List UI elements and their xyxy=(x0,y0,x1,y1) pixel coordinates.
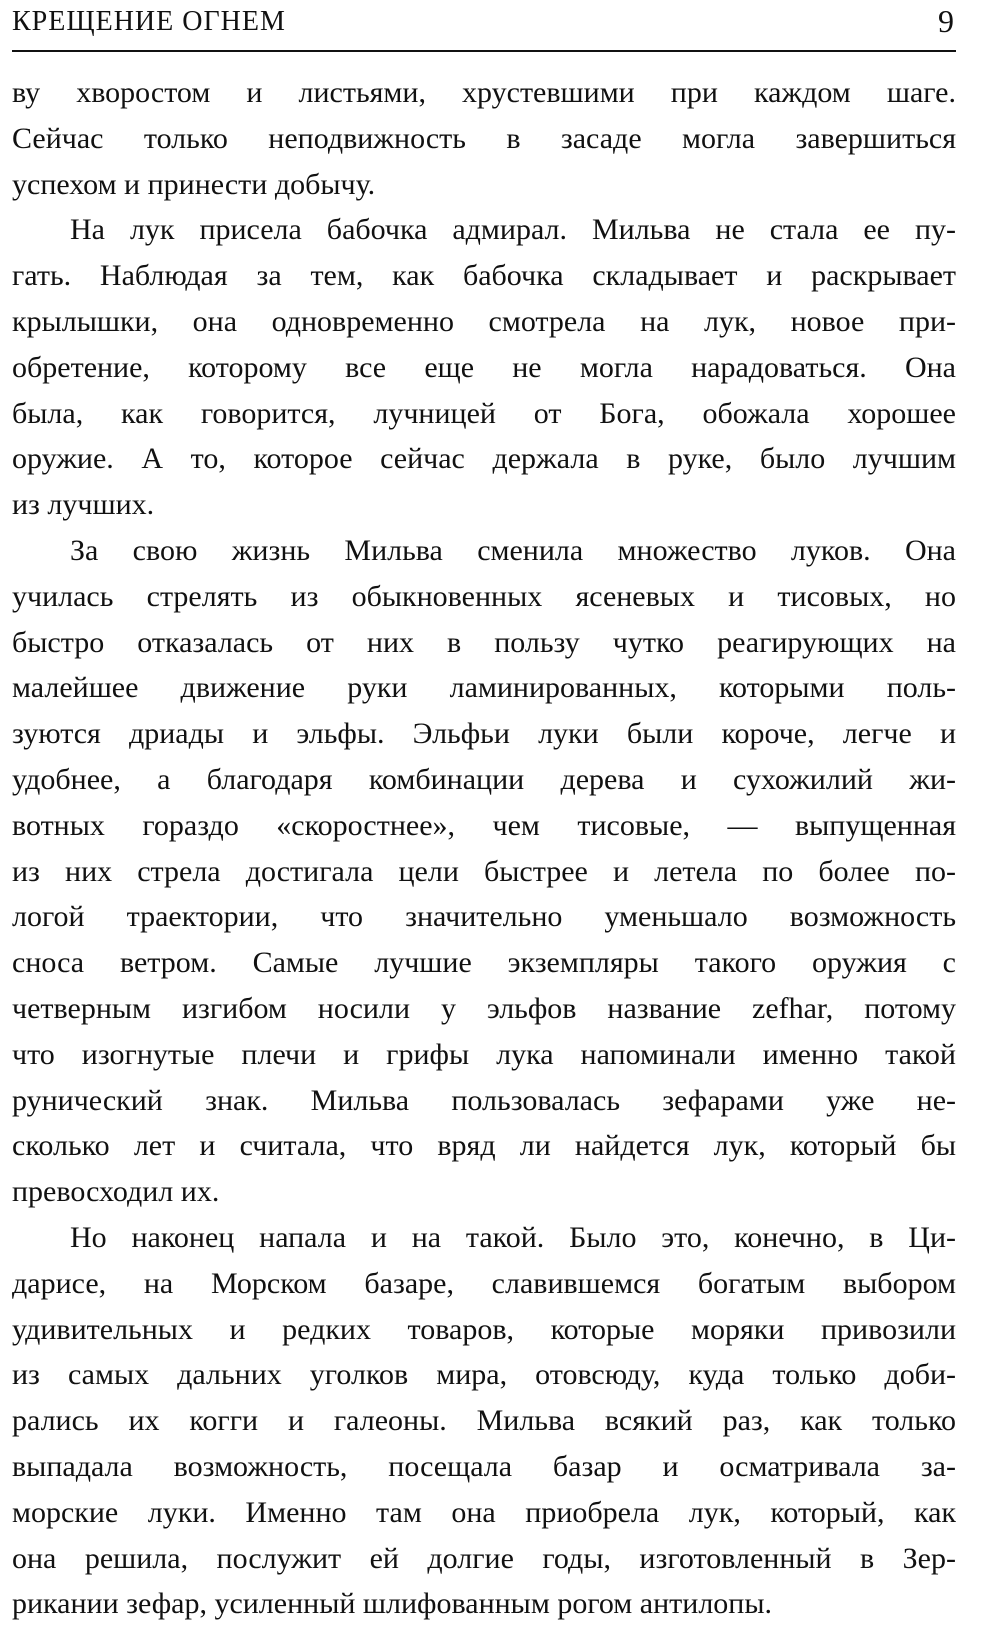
paragraph xyxy=(12,528,956,1215)
text-line: была, как говорится, лучницей от Бога, обожала хорошее xyxy=(12,396,956,430)
text-line: она решила, послужит ей долгие годы, изготовленный в Зер- xyxy=(12,1541,956,1575)
text-line: обретение, которому все еще не могла нарадоваться. Она xyxy=(12,350,956,384)
text-line: Сейчас только неподвижность в засаде могла завершиться xyxy=(12,121,956,155)
text-line: морские луки. Именно там она приобрела лук, который, как xyxy=(12,1495,956,1529)
text-line: зуются дриады и эльфы. Эльфьи луки были короче, легче и xyxy=(12,717,956,751)
text-line: Но наконец напала и на такой. Было это, конечно, в Ци- xyxy=(70,1220,956,1254)
paragraph xyxy=(12,207,956,528)
text-line: логой траектории, что значительно уменьшало возможность xyxy=(12,900,956,934)
running-title: КРЕЩЕНИЕ ОГНЕМ xyxy=(12,6,286,37)
text-line: выпадала возможность, посещала базар и осматривала за- xyxy=(12,1449,956,1483)
body-text xyxy=(12,70,956,1627)
text-line: сноса ветром. Самые лучшие экземпляры такого оружия с xyxy=(12,946,956,980)
text-line: малейшее движение руки ламинированных, которыми поль- xyxy=(12,671,956,705)
text-line: сколько лет и считала, что вряд ли найдется лук, который бы xyxy=(12,1129,956,1163)
text-line: удобнее, а благодаря комбинации дерева и сухожилий жи- xyxy=(12,762,956,796)
text-line: гать. Наблюдая за тем, как бабочка складывает и раскрывает xyxy=(12,259,956,293)
text-line: рались их когги и галеоны. Мильва всякий раз, как только xyxy=(12,1404,956,1438)
text-line: На лук присела бабочка адмирал. Мильва не стала ее пу- xyxy=(70,213,956,247)
text-line: вотных гораздо «скоростнее», чем тисовые, — выпущенная xyxy=(12,808,956,842)
text-line: За свою жизнь Мильва сменила множество луков. Она xyxy=(70,533,956,567)
text-line: четверным изгибом носили у эльфов название zefhar, потому xyxy=(12,991,956,1025)
text-line: крылышки, она одновременно смотрела на лук, новое при- xyxy=(12,304,956,338)
book-page xyxy=(12,0,956,1626)
text-line: дарисе, на Морском базаре, славившемся богатым выбором xyxy=(12,1266,956,1300)
text-line: училась стрелять из обыкновенных ясеневых и тисовых, но xyxy=(12,579,956,613)
text-line: что изогнутые плечи и грифы лука напоминали именно такой xyxy=(12,1037,956,1071)
text-line: превосходил их. xyxy=(12,1175,220,1209)
text-line: из лучших. xyxy=(12,488,155,522)
running-header xyxy=(12,0,956,52)
paragraph xyxy=(12,70,956,207)
text-line: рикании зефар, усиленный шлифованным рогом антилопы. xyxy=(12,1587,773,1621)
text-line: удивительных и редких товаров, которые моряки привозили xyxy=(12,1312,956,1346)
text-line: быстро отказалась от них в пользу чутко реагирующих на xyxy=(12,625,956,659)
text-line: успехом и принести добычу. xyxy=(12,167,376,201)
text-line: рунический знак. Мильва пользовалась зефарами уже не- xyxy=(12,1083,956,1117)
text-line: ву хворостом и листьями, хрустевшими при каждом шаге. xyxy=(12,76,956,109)
text-line: оружие. А то, которое сейчас держала в руке, было лучшим xyxy=(12,442,956,476)
paragraph xyxy=(12,1215,956,1627)
page-number: 9 xyxy=(938,3,954,39)
text-line: из них стрела достигала цели быстрее и летела по более по- xyxy=(12,854,956,888)
text-line: из самых дальних уголков мира, отовсюду, куда только доби- xyxy=(12,1358,956,1392)
